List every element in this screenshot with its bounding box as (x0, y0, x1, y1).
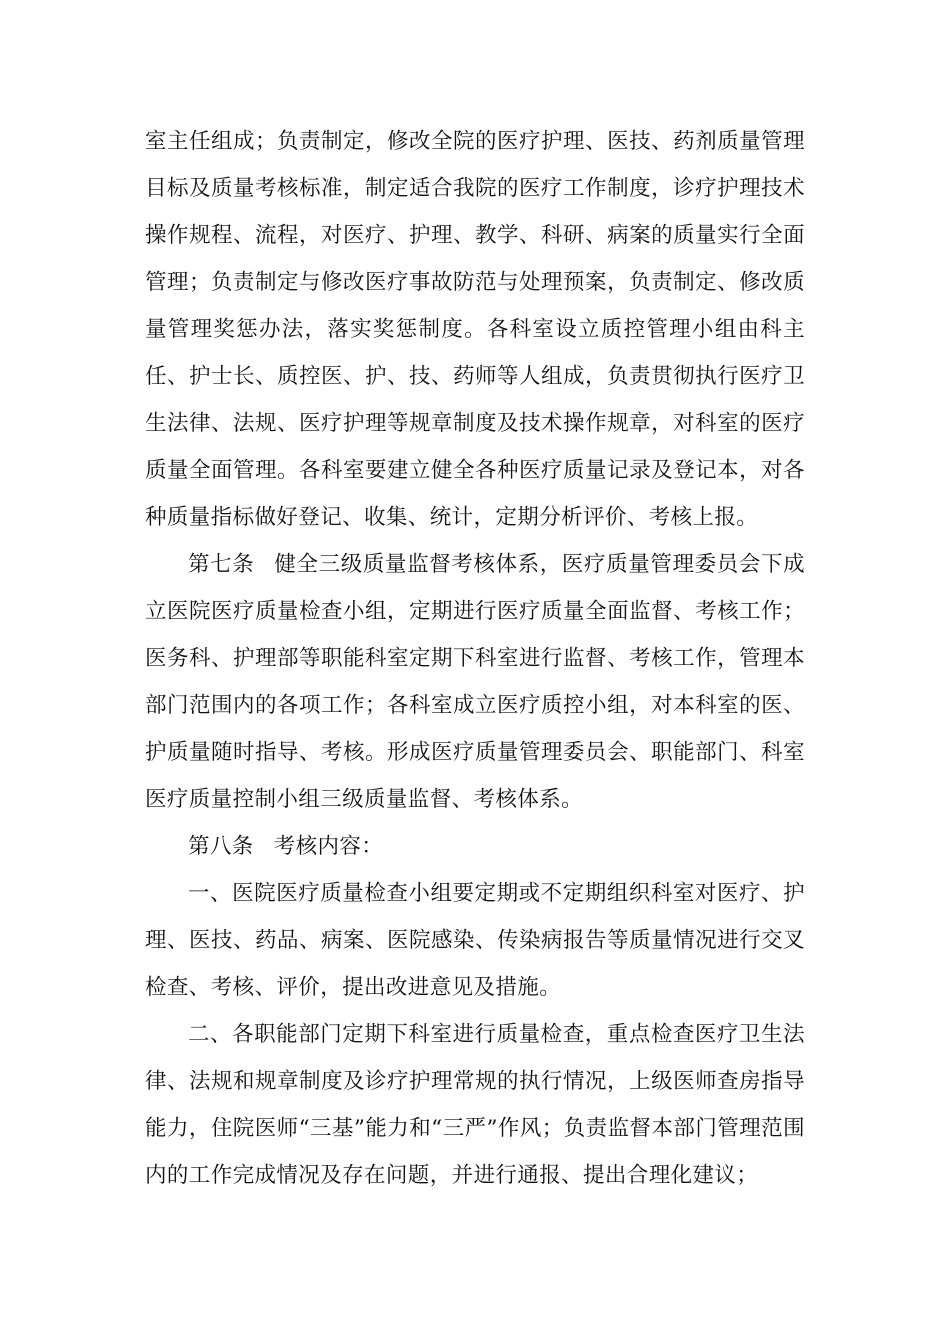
item-1-text: 一、医院医疗质量检查小组要定期或不定期组织科室对医疗、护理、医技、药品、病案、医院感染、传染病报告等质量情况进行交叉检查、考核、评价，提出改进意见及措施。 (145, 881, 805, 1000)
article-7-text: 健全三级质量监督考核体系，医疗质量管理委员会下成立医院医疗质量检查小组，定期进行医疗质量全面监督、考核工作；医务科、护理部等职能科室定期下科室进行监督、考核工作，管理本部门范围内的各项工作；各科室成立医疗质控小组，对本科室的医、护质量随时指导、考核。形成医疗质量管理委员会、职能部门、科室医疗质量控制小组三级质量监督、考核体系。 (145, 552, 805, 812)
article-8-label: 第八条 (188, 834, 254, 859)
item-1-paragraph (145, 870, 805, 1011)
item-2-paragraph (145, 1011, 805, 1199)
article-7-label: 第七条 (188, 552, 255, 577)
article-8-paragraph (145, 823, 805, 870)
document-body (145, 118, 805, 1199)
article-8-text: 考核内容： (273, 834, 384, 859)
item-2-text: 二、各职能部门定期下科室进行质量检查，重点检查医疗卫生法律、法规和规章制度及诊疗护理常规的执行情况，上级医师查房指导能力，住院医师“三基”能力和“三严”作风；负责监督本部门管理范围内的工作完成情况及存在问题，并进行通报、提出合理化建议； (145, 1022, 805, 1188)
paragraph-text: 室主任组成；负责制定，修改全院的医疗护理、医技、药剂质量管理目标及质量考核标准，制定适合我院的医疗工作制度，诊疗护理技术操作规程、流程，对医疗、护理、教学、科研、病案的质量实行全面管理；负责制定与修改医疗事故防范与处理预案，负责制定、修改质量管理奖惩办法，落实奖惩制度。各科室设立质控管理小组由科主任、护士长、质控医、护、技、药师等人组成，负责贯彻执行医疗卫生法律、法规、医疗护理等规章制度及技术操作规章，对科室的医疗质量全面管理。各科室要建立健全各种医疗质量记录及登记本，对各种质量指标做好登记、收集、统计，定期分析评价、考核上报。 (145, 129, 805, 530)
paragraph-continuation (145, 118, 805, 541)
article-7-paragraph (145, 541, 805, 823)
